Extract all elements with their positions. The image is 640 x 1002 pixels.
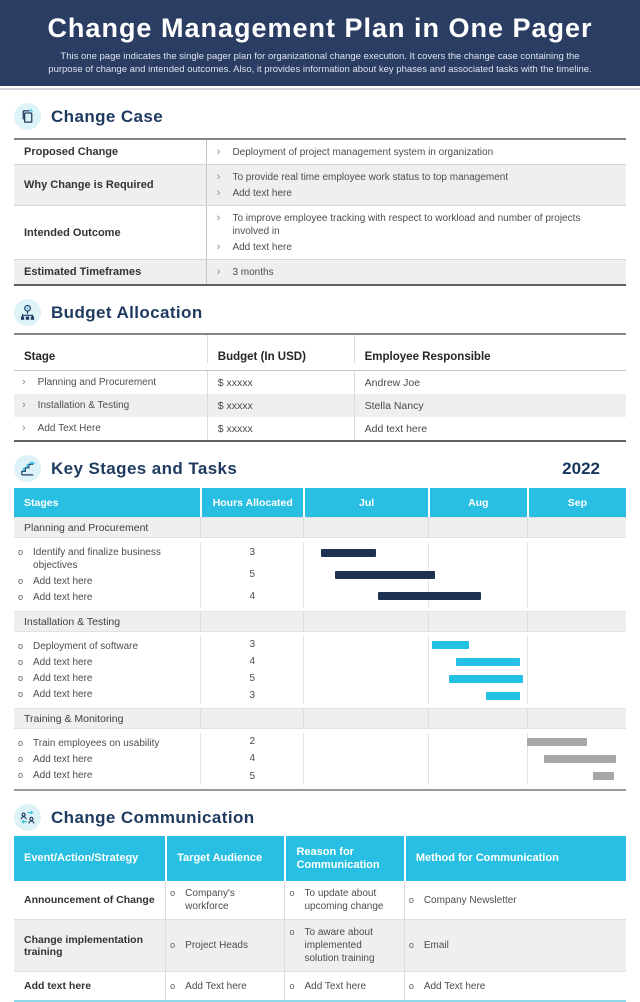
gantt-task-block bbox=[14, 729, 626, 789]
table-body bbox=[14, 881, 626, 1000]
group-name: Planning and Procurement bbox=[24, 521, 149, 534]
section-title: Key Stages and Tasks bbox=[51, 458, 238, 478]
banner-divider bbox=[0, 88, 640, 90]
section-header-key-stages bbox=[14, 455, 626, 482]
hours-column bbox=[200, 733, 303, 785]
budget-cell: $ xxxxx bbox=[217, 399, 253, 412]
table-header-row bbox=[14, 335, 626, 371]
group-name: Installation & Testing bbox=[24, 615, 121, 628]
hours-value: 4 bbox=[249, 590, 256, 602]
gantt-task-block bbox=[14, 632, 626, 708]
hours-value: 5 bbox=[249, 569, 256, 580]
page-title: Change Management Plan in One Pager bbox=[47, 13, 593, 43]
employee-cell: Add text here bbox=[364, 422, 428, 435]
hours-column bbox=[200, 542, 303, 607]
gantt-header-row bbox=[14, 488, 626, 517]
bullet-item: › Deployment of project management system in organization bbox=[213, 144, 620, 160]
column-header: Reason for Communication bbox=[284, 836, 403, 881]
gantt-group-row bbox=[14, 708, 626, 729]
hours-value: 2 bbox=[249, 736, 256, 748]
row-values bbox=[207, 165, 626, 205]
hours-column bbox=[200, 636, 303, 704]
table-row bbox=[14, 206, 626, 260]
reason-cell: o Add Text here bbox=[285, 980, 366, 993]
audience-cell: o Add Text here bbox=[166, 980, 247, 993]
row-label: Intended Outcome bbox=[14, 206, 207, 259]
task-item: o Add text here bbox=[14, 686, 196, 702]
column-header: Sep bbox=[527, 488, 626, 517]
hours-value: 5 bbox=[249, 673, 256, 684]
column-header: Employee Responsible bbox=[354, 335, 626, 363]
change-case-table bbox=[14, 138, 626, 286]
hours-value: 3 bbox=[249, 547, 256, 559]
column-header: Aug bbox=[428, 488, 527, 517]
task-item: o Add text here bbox=[14, 589, 196, 605]
column-header: Hours Allocated bbox=[200, 488, 303, 517]
budget-cell: $ xxxxx bbox=[217, 376, 253, 389]
row-label: Estimated Timeframes bbox=[14, 260, 207, 284]
section-title: Budget Allocation bbox=[51, 302, 203, 322]
gantt-timeline bbox=[303, 733, 626, 785]
copy-pages-icon bbox=[14, 103, 41, 130]
table-row bbox=[14, 165, 626, 206]
bullet-item: › To provide real time employee work status to top management bbox=[213, 169, 620, 185]
row-label: Why Change is Required bbox=[14, 165, 207, 205]
hours-value: 4 bbox=[249, 656, 256, 667]
gantt-year-label: 2022 bbox=[562, 458, 600, 478]
task-item: o Deployment of software bbox=[14, 638, 196, 654]
event-cell: Add text here bbox=[24, 980, 92, 992]
table-row bbox=[14, 140, 626, 165]
task-list bbox=[14, 733, 200, 785]
audience-cell: o Project Heads bbox=[166, 939, 248, 952]
key-stages-table bbox=[14, 488, 626, 791]
bullet-item: › To improve employee tracking with respect to workload and number of projects involved in bbox=[213, 210, 620, 239]
section-header-change-case bbox=[14, 103, 626, 130]
milestones-icon bbox=[14, 455, 41, 482]
section-header-communication bbox=[14, 804, 626, 831]
row-values bbox=[207, 260, 626, 284]
gantt-bar bbox=[432, 641, 469, 649]
gantt-bar bbox=[378, 592, 481, 600]
bullet-item: › Add text here bbox=[213, 239, 620, 255]
column-header: Stage bbox=[24, 351, 56, 363]
section-header-budget bbox=[14, 299, 626, 326]
row-values bbox=[207, 206, 626, 259]
stage-cell: › Installation & Testing bbox=[18, 398, 207, 414]
page-subtitle: This one page indicates the single pager plan for organizational change execution. It covers the change case containing the purpose of change and intended outcomes. Also, it provides information about key phases and associated tasks with the timeline. bbox=[48, 51, 592, 75]
budget-cell: $ xxxxx bbox=[217, 422, 253, 435]
row-values bbox=[207, 140, 626, 164]
communication-table bbox=[14, 836, 626, 1002]
table-row bbox=[14, 394, 626, 417]
gantt-task-block bbox=[14, 538, 626, 611]
stage-cell: › Planning and Procurement bbox=[18, 375, 207, 391]
gantt-bar bbox=[456, 658, 520, 666]
column-header: Method for Communication bbox=[404, 836, 626, 881]
task-list bbox=[14, 542, 200, 607]
task-item: o Add text here bbox=[14, 767, 196, 783]
task-item: o Add text here bbox=[14, 670, 196, 686]
gantt-timeline bbox=[303, 542, 626, 607]
reason-cell: o To update about upcoming change bbox=[285, 887, 397, 913]
task-list bbox=[14, 636, 200, 704]
gantt-bar bbox=[527, 738, 587, 746]
table-row bbox=[14, 260, 626, 284]
audience-cell: o Company's workforce bbox=[166, 887, 278, 913]
reason-cell: o To aware about implemented solution training bbox=[285, 926, 397, 965]
row-label: Proposed Change bbox=[14, 140, 207, 164]
task-item: o Add text here bbox=[14, 751, 196, 767]
table-header-row bbox=[14, 836, 626, 881]
method-cell: o Email bbox=[405, 939, 449, 952]
stage-cell: › Add Text Here bbox=[18, 421, 207, 437]
table-row bbox=[14, 371, 626, 394]
gantt-bar bbox=[449, 675, 523, 683]
table-row bbox=[14, 971, 626, 1000]
employee-cell: Andrew Joe bbox=[364, 376, 421, 389]
section-title: Change Case bbox=[51, 106, 164, 126]
gantt-bar bbox=[335, 571, 435, 579]
column-header: Stages bbox=[24, 496, 59, 509]
task-item: o Add text here bbox=[14, 654, 196, 670]
task-item: o Add text here bbox=[14, 573, 196, 589]
hours-value: 3 bbox=[249, 639, 256, 650]
table-row bbox=[14, 417, 626, 440]
column-header: Event/Action/Strategy bbox=[24, 852, 139, 864]
table-row bbox=[14, 919, 626, 971]
task-item: o Train employees on usability bbox=[14, 735, 196, 751]
gantt-timeline bbox=[303, 636, 626, 704]
gantt-bar bbox=[321, 549, 377, 557]
budget-table bbox=[14, 333, 626, 442]
section-title: Change Communication bbox=[51, 807, 255, 827]
group-name: Training & Monitoring bbox=[24, 712, 124, 725]
bullet-item: › Add text here bbox=[213, 185, 620, 201]
hours-value: 4 bbox=[249, 753, 256, 765]
column-header: Jul bbox=[303, 488, 427, 517]
hours-value: 5 bbox=[249, 770, 256, 782]
task-item: o Identify and finalize business objectives bbox=[14, 544, 196, 573]
gantt-group-row bbox=[14, 517, 626, 538]
hours-value: 3 bbox=[249, 690, 256, 701]
method-cell: o Company Newsletter bbox=[405, 894, 517, 907]
budget-allocation-icon bbox=[14, 299, 41, 326]
gantt-bar bbox=[544, 755, 616, 763]
title-banner bbox=[0, 0, 640, 86]
method-cell: o Add Text here bbox=[405, 980, 486, 993]
bullet-item: › 3 months bbox=[213, 264, 620, 280]
page-content bbox=[0, 103, 640, 1002]
event-cell: Change implementation training bbox=[24, 933, 144, 958]
column-header: Budget (In USD) bbox=[207, 335, 354, 363]
gantt-bar bbox=[486, 692, 521, 700]
employee-cell: Stella Nancy bbox=[364, 399, 424, 412]
gantt-bar bbox=[593, 772, 614, 780]
communication-icon bbox=[14, 804, 41, 831]
table-row bbox=[14, 881, 626, 919]
column-header: Target Audience bbox=[165, 836, 284, 881]
gantt-group-row bbox=[14, 611, 626, 632]
event-cell: Announcement of Change bbox=[24, 894, 155, 906]
